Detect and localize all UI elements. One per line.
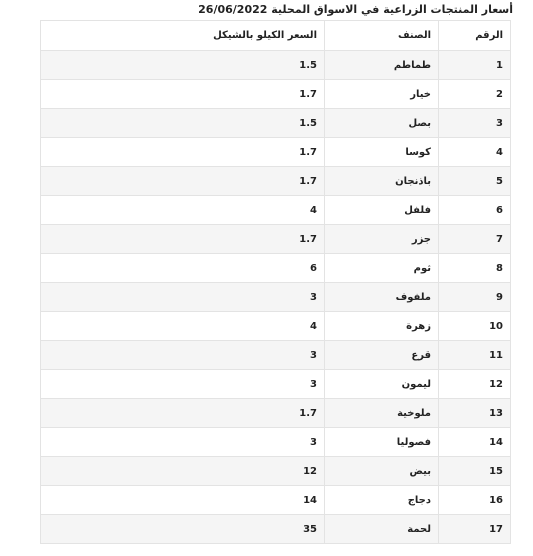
table-row	[41, 370, 511, 399]
cell-item: خيار	[325, 80, 439, 109]
cell-number: 6	[439, 196, 511, 225]
cell-item: فصوليا	[325, 428, 439, 457]
cell-price: 3	[41, 283, 325, 312]
cell-price: 1.5	[41, 109, 325, 138]
cell-item: ليمون	[325, 370, 439, 399]
cell-number: 11	[439, 341, 511, 370]
table-row	[41, 283, 511, 312]
cell-price: 1.7	[41, 167, 325, 196]
table-caption: أسعار المنتجات الزراعية في الاسواق المحلية 26/06/2022	[198, 3, 513, 16]
header-price: السعر الكيلو بالشيكل	[41, 21, 325, 51]
table-row	[41, 457, 511, 486]
cell-number: 5	[439, 167, 511, 196]
cell-item: بيض	[325, 457, 439, 486]
cell-number: 12	[439, 370, 511, 399]
cell-price: 1.7	[41, 399, 325, 428]
table-row	[41, 196, 511, 225]
table-header	[41, 21, 511, 51]
cell-number: 9	[439, 283, 511, 312]
table-row	[41, 399, 511, 428]
cell-item: بصل	[325, 109, 439, 138]
cell-item: لحمة	[325, 515, 439, 544]
table-row	[41, 225, 511, 254]
cell-price: 1.7	[41, 225, 325, 254]
cell-price: 1.7	[41, 80, 325, 109]
prices-table	[40, 20, 511, 544]
cell-number: 8	[439, 254, 511, 283]
cell-number: 4	[439, 138, 511, 167]
cell-price: 6	[41, 254, 325, 283]
cell-price: 4	[41, 312, 325, 341]
cell-item: دجاج	[325, 486, 439, 515]
cell-number: 7	[439, 225, 511, 254]
table-row	[41, 80, 511, 109]
cell-price: 4	[41, 196, 325, 225]
cell-item: ثوم	[325, 254, 439, 283]
table-row	[41, 167, 511, 196]
table-row	[41, 515, 511, 544]
cell-price: 3	[41, 341, 325, 370]
cell-number: 13	[439, 399, 511, 428]
cell-price: 3	[41, 428, 325, 457]
cell-number: 10	[439, 312, 511, 341]
header-number: الرقم	[439, 21, 511, 51]
table-body	[41, 51, 511, 544]
cell-number: 3	[439, 109, 511, 138]
cell-item: زهرة	[325, 312, 439, 341]
table-row	[41, 428, 511, 457]
cell-price: 35	[41, 515, 325, 544]
table-row	[41, 138, 511, 167]
cell-item: فلفل	[325, 196, 439, 225]
cell-price: 1.7	[41, 138, 325, 167]
cell-item: جزر	[325, 225, 439, 254]
cell-number: 14	[439, 428, 511, 457]
cell-item: قرع	[325, 341, 439, 370]
cell-item: كوسا	[325, 138, 439, 167]
cell-number: 15	[439, 457, 511, 486]
table-row	[41, 254, 511, 283]
cell-item: ملفوف	[325, 283, 439, 312]
cell-price: 14	[41, 486, 325, 515]
cell-number: 17	[439, 515, 511, 544]
table-row	[41, 109, 511, 138]
cell-item: طماطم	[325, 51, 439, 80]
cell-number: 2	[439, 80, 511, 109]
cell-item: باذنجان	[325, 167, 439, 196]
table-row	[41, 341, 511, 370]
header-item: الصنف	[325, 21, 439, 51]
cell-price: 1.5	[41, 51, 325, 80]
header-row	[41, 21, 511, 51]
table-row	[41, 486, 511, 515]
table-row	[41, 51, 511, 80]
cell-item: ملوخية	[325, 399, 439, 428]
cell-price: 12	[41, 457, 325, 486]
cell-number: 1	[439, 51, 511, 80]
cell-number: 16	[439, 486, 511, 515]
table-row	[41, 312, 511, 341]
cell-price: 3	[41, 370, 325, 399]
